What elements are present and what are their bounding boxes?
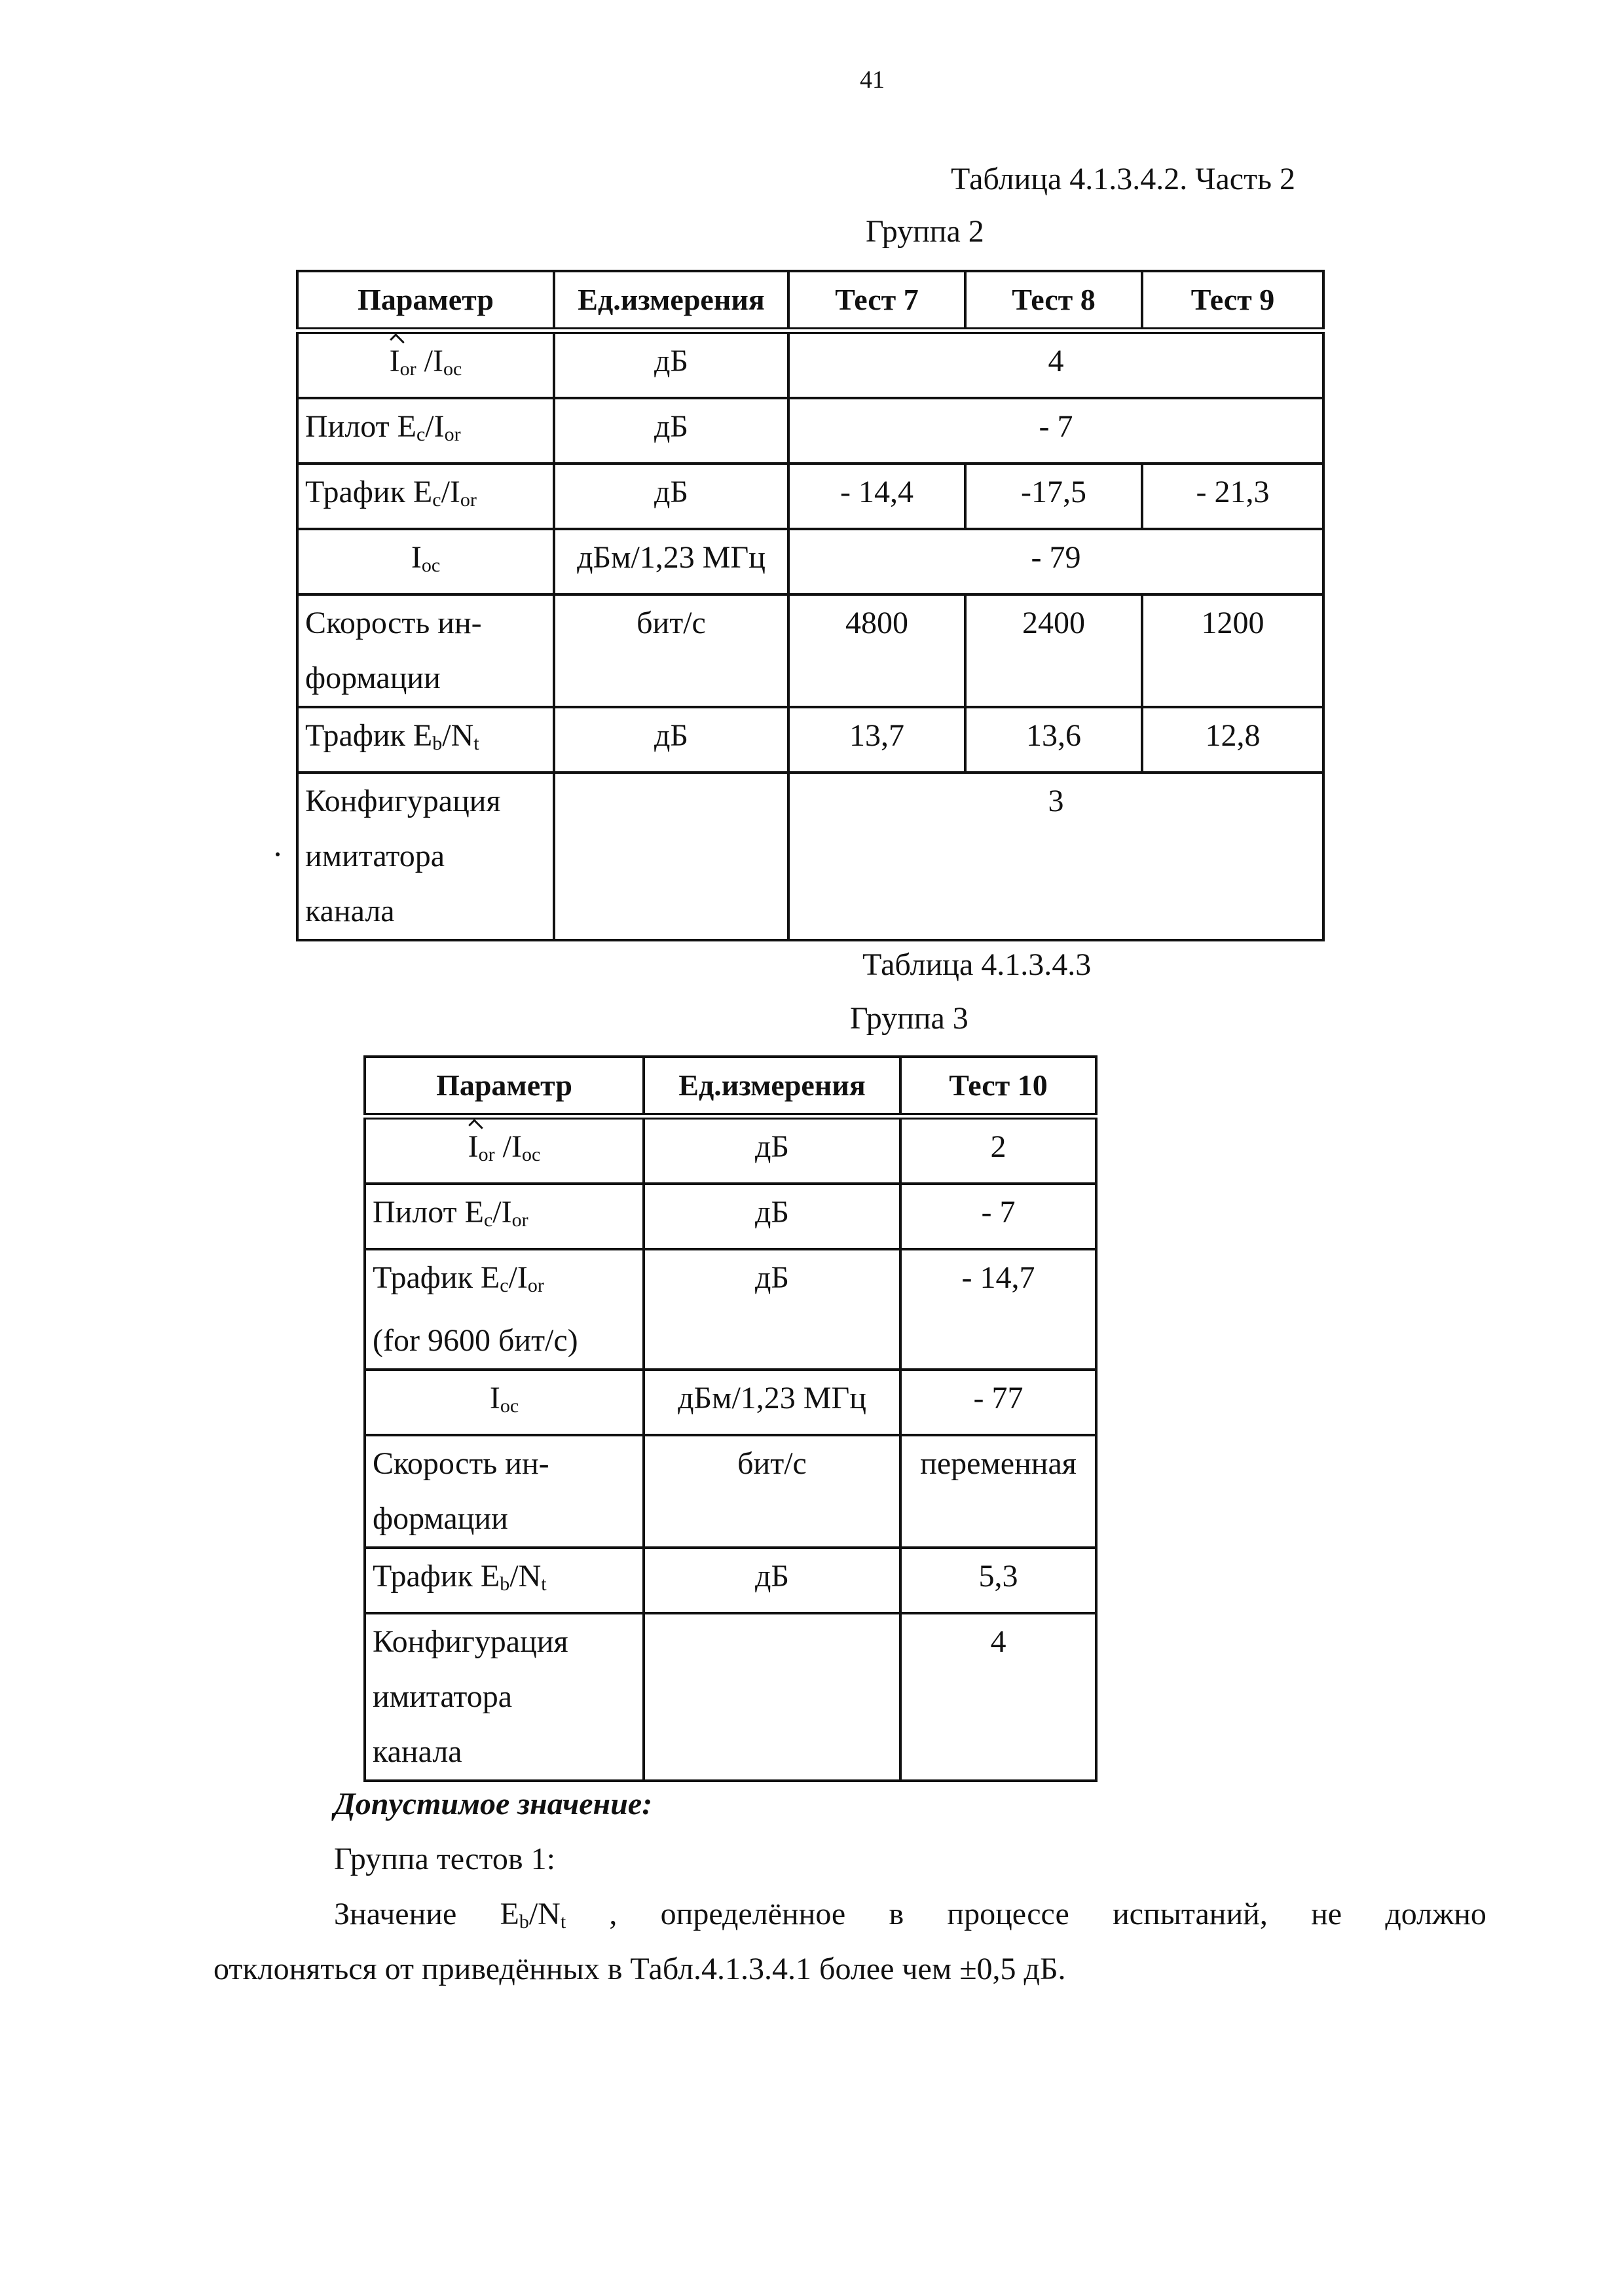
table-row [297, 707, 1323, 773]
allowed-value-heading: Допустимое значение: [334, 1787, 653, 1821]
param-traffic-eb: Трафик $E_b/N_t$ [365, 1548, 644, 1613]
value-cell: - 79 [788, 529, 1323, 594]
table-row [365, 1116, 1096, 1184]
unit-cell: бит/с [554, 594, 788, 707]
unit-cell: дБ [644, 1249, 900, 1370]
value-cell: 4800 [788, 594, 965, 707]
table2-header-test10: Тест 10 [900, 1057, 1096, 1116]
table-row [297, 331, 1323, 398]
value-cell: - 77 [900, 1370, 1096, 1435]
param-traffic-ec: Трафик $E_c/I_{or}$ [297, 464, 554, 529]
value-cell: - 7 [900, 1184, 1096, 1249]
value-cell: 5,3 [900, 1548, 1096, 1613]
stray-dot-mark [276, 852, 280, 856]
table-row [297, 773, 1323, 940]
unit-cell: дБ [644, 1548, 900, 1613]
value-cell: 13,6 [965, 707, 1142, 773]
value-cell: 13,7 [788, 707, 965, 773]
param-rate: Скорость ин- формации [365, 1435, 644, 1548]
table-row [365, 1249, 1096, 1370]
table1-header-row [297, 271, 1323, 331]
unit-cell: дБм/1,23 МГц [554, 529, 788, 594]
table1-header-param: Параметр [297, 271, 554, 331]
table1-caption: Таблица 4.1.3.4.2. Часть 2 [951, 162, 1295, 196]
value-cell: 3 [788, 773, 1323, 940]
table1-header-test8: Тест 8 [965, 271, 1142, 331]
table1-header-test9: Тест 9 [1142, 271, 1323, 331]
table2-header-unit: Ед.измерения [644, 1057, 900, 1116]
value-cell: - 21,3 [1142, 464, 1323, 529]
unit-cell: бит/с [644, 1435, 900, 1548]
value-cell: - 14,4 [788, 464, 965, 529]
paragraph-line-1: Значение $E_b/N_t$ , определённое в процессе испытаний, не должно [334, 1897, 1486, 1933]
table1-header-unit: Ед.измерения [554, 271, 788, 331]
value-cell: - 14,7 [900, 1249, 1096, 1370]
page-number: 41 [860, 66, 885, 94]
value-cell: 2400 [965, 594, 1142, 707]
unit-cell: дБм/1,23 МГц [644, 1370, 900, 1435]
param-pilot: Пилот $E_c/I_{or}$ [297, 398, 554, 464]
param-config: Конфигурация имитатора канала [297, 773, 554, 940]
unit-cell: дБ [554, 398, 788, 464]
table-row [297, 398, 1323, 464]
table2-header-row [365, 1057, 1096, 1116]
param-rate: Скорость ин- формации [297, 594, 554, 707]
table-row [365, 1184, 1096, 1249]
param-ior-ioc: $I_{or}$ $/I_{oc}$ [365, 1116, 644, 1184]
unit-cell: дБ [644, 1184, 900, 1249]
unit-cell: дБ [554, 464, 788, 529]
table1-group: Группа 2 [866, 214, 984, 249]
param-pilot: Пилот $E_c/I_{or}$ [365, 1184, 644, 1249]
table1-header-test7: Тест 7 [788, 271, 965, 331]
param-ioc: $I_{oc}$ [297, 529, 554, 594]
table-row [365, 1370, 1096, 1435]
table-row [365, 1435, 1096, 1548]
param-ioc: $I_{oc}$ [365, 1370, 644, 1435]
group-tests-label: Группа тестов 1: [334, 1842, 555, 1876]
param-config: Конфигурация имитатора канала [365, 1613, 644, 1781]
param-ior-ioc: $I_{or}$ $/I_{oc}$ [297, 331, 554, 398]
unit-cell [554, 773, 788, 940]
table1 [296, 270, 1325, 941]
table-row [297, 529, 1323, 594]
table-row [365, 1548, 1096, 1613]
value-cell: -17,5 [965, 464, 1142, 529]
value-cell: 4 [900, 1613, 1096, 1781]
paragraph-line-2: отклоняться от приведённых в Табл.4.1.3.4.1 более чем ±0,5 дБ. [213, 1952, 1066, 1986]
unit-cell: дБ [644, 1116, 900, 1184]
table2-header-param: Параметр [365, 1057, 644, 1116]
unit-cell: дБ [554, 331, 788, 398]
param-traffic-eb: Трафик $E_b/N_t$ [297, 707, 554, 773]
table2-group: Группа 3 [850, 1001, 969, 1036]
table-row [297, 464, 1323, 529]
value-cell: 12,8 [1142, 707, 1323, 773]
value-cell: 4 [788, 331, 1323, 398]
unit-cell [644, 1613, 900, 1781]
table2-caption: Таблица 4.1.3.4.3 [862, 947, 1092, 982]
value-cell: 1200 [1142, 594, 1323, 707]
value-cell: 2 [900, 1116, 1096, 1184]
table2 [363, 1055, 1098, 1782]
unit-cell: дБ [554, 707, 788, 773]
param-traffic-ec: Трафик $E_c/I_{or}$ (for 9600 бит/с) [365, 1249, 644, 1370]
table-row [365, 1613, 1096, 1781]
value-cell: - 7 [788, 398, 1323, 464]
value-cell: переменная [900, 1435, 1096, 1548]
table-row [297, 594, 1323, 707]
